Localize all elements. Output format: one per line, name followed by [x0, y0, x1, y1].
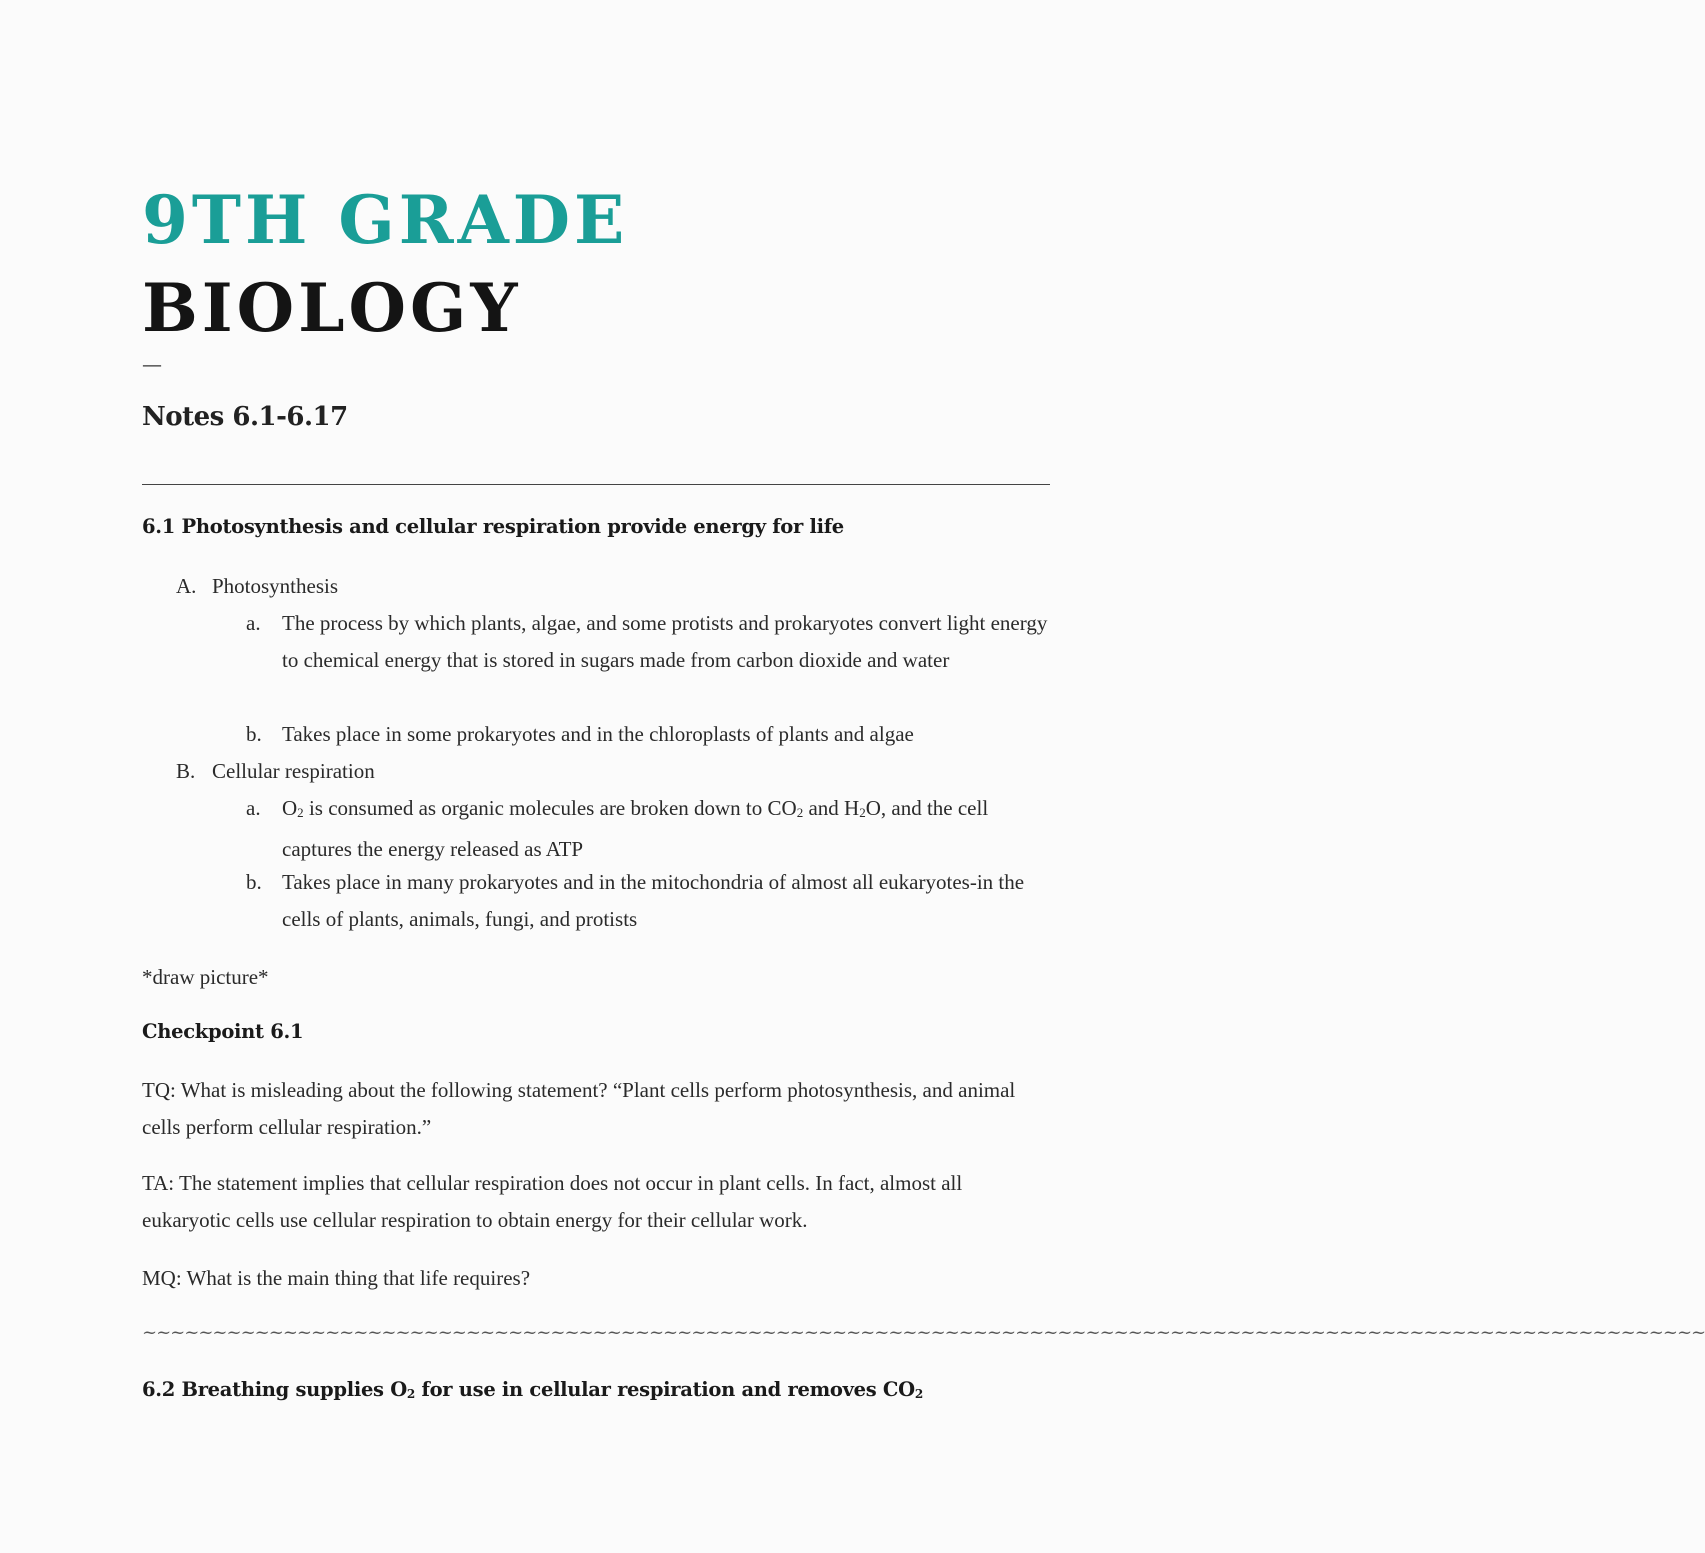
notes-label: Notes 6.1-6.17 [142, 402, 348, 432]
list-item-label: Photosynthesis [212, 574, 339, 598]
teacher-question: TQ: What is misleading about the following statement? “Plant cells perform photosynthesis, and animal cells perform cellular respiration.” [142, 1078, 1016, 1139]
section-6-1-heading: 6.1 Photosynthesis and cellular respiration provide energy for life [142, 515, 844, 538]
title-grade: 9TH GRADE [142, 181, 629, 259]
list-marker: a. [246, 611, 261, 635]
draw-picture-note: *draw picture* [142, 965, 269, 989]
list-marker: b. [246, 722, 262, 746]
list-subitem-text: $O_2$ is consumed as organic molecules are broken down to $CO_2$ and $H_2O$, and the cell captures the energy released as ATP [282, 796, 989, 861]
tilde-divider: ~~~~~~~~~~~~~~~~~~~~~~~~~~~~~~~~~~~~~~~~~~~~~~~~~~~~~~~~~~~~~~~~~~~~~~~~~~~~~~~~~~~~~~~~~~~~~~~~~~~~~~~~~~~~~~~ [142, 1322, 1705, 1343]
section-6-2-heading: 6.2 Breathing supplies $O_2$ for use in cellular respiration and removes $CO_2$ [142, 1378, 923, 1401]
title-subject: BIOLOGY [142, 269, 522, 347]
list-subitem-text: Takes place in some prokaryotes and in the chloroplasts of plants and algae [282, 722, 914, 746]
title-dash: — [142, 352, 162, 376]
list-marker: a. [246, 796, 261, 820]
checkpoint-heading: Checkpoint 6.1 [142, 1020, 304, 1043]
list-marker: A. [176, 574, 197, 598]
list-subitem-text: Takes place in many prokaryotes and in the mitochondria of almost all eukaryotes-in the cells of plants, animals, fungi, and protists [282, 870, 1025, 931]
list-subitem-text: The process by which plants, algae, and some protists and prokaryotes convert light energy to chemical energy that is stored in sugars made from carbon dioxide and water [282, 611, 1048, 672]
horizontal-rule [142, 484, 1050, 485]
list-marker: B. [176, 759, 196, 783]
list-marker: b. [246, 870, 262, 894]
teacher-answer: TA: The statement implies that cellular respiration does not occur in plant cells. In fact, almost all eukaryotic cells use cellular respiration to obtain energy for their cellular work. [142, 1171, 963, 1232]
list-item-label: Cellular respiration [212, 759, 375, 783]
main-question: MQ: What is the main thing that life requires? [142, 1266, 531, 1290]
